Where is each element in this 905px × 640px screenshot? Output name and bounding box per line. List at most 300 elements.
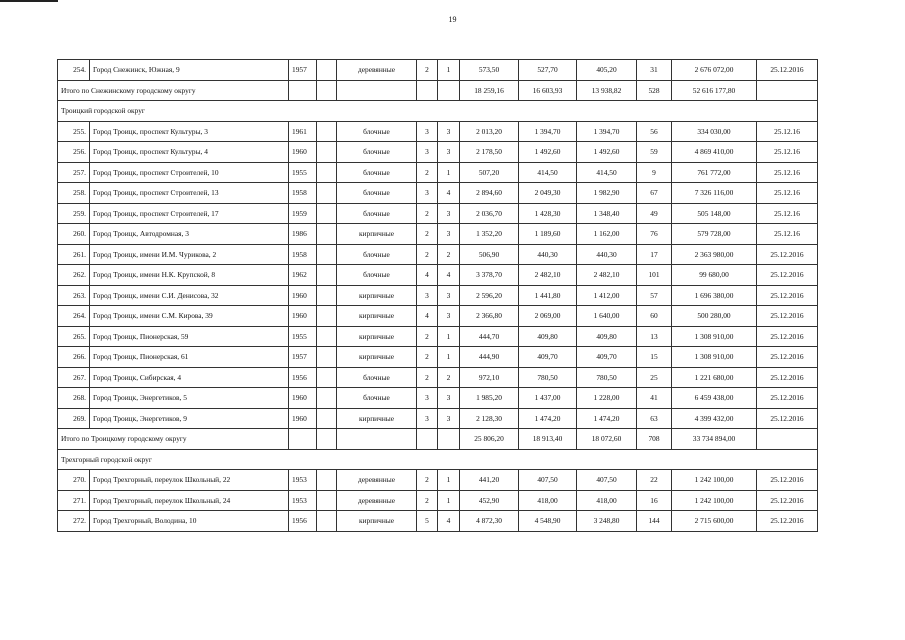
residential-area-cell: 1 492,60 <box>577 142 637 163</box>
cost-cell: 6 459 438,00 <box>672 388 757 409</box>
entrances-cell: 3 <box>438 388 460 409</box>
wall-material-cell: кирпичные <box>337 285 417 306</box>
row-number: 261. <box>58 244 90 265</box>
entrances-cell: 3 <box>438 408 460 429</box>
year-cell: 1960 <box>289 285 317 306</box>
wall-material-cell: блочные <box>337 388 417 409</box>
wall-material-cell: кирпичные <box>337 224 417 245</box>
storeys-cell: 3 <box>417 285 438 306</box>
blank-cell <box>317 388 337 409</box>
row-number: 254. <box>58 60 90 81</box>
year-cell: 1956 <box>289 367 317 388</box>
address-cell: Город Троицк, имени Н.К. Крупской, 8 <box>90 265 289 286</box>
address-cell: Город Троицк, имени С.И. Денисова, 32 <box>90 285 289 306</box>
storeys-cell: 2 <box>417 347 438 368</box>
storeys-cell: 2 <box>417 490 438 511</box>
table-row <box>58 142 818 163</box>
storeys-cell: 4 <box>417 265 438 286</box>
storeys-cell: 2 <box>417 162 438 183</box>
table-row <box>58 388 818 409</box>
row-number: 258. <box>58 183 90 204</box>
year-cell: 1960 <box>289 388 317 409</box>
table-row <box>58 490 818 511</box>
total-area-cell: 1 352,20 <box>460 224 519 245</box>
residential-area-cell: 407,50 <box>577 470 637 491</box>
wall-material-cell: блочные <box>337 162 417 183</box>
address-cell: Город Трехгорный, переулок Школьный, 24 <box>90 490 289 511</box>
total-area-cell: 1 985,20 <box>460 388 519 409</box>
residential-area-cell: 414,50 <box>577 162 637 183</box>
living-area-cell: 4 548,90 <box>519 511 577 532</box>
blank-cell <box>417 80 438 101</box>
table-row <box>58 306 818 327</box>
date-cell: 25.12.2016 <box>757 367 818 388</box>
cost-cell: 4 869 410,00 <box>672 142 757 163</box>
cost-cell: 2 363 980,00 <box>672 244 757 265</box>
entrances-cell: 1 <box>438 326 460 347</box>
storeys-cell: 3 <box>417 388 438 409</box>
total-area-cell: 2 013,20 <box>460 121 519 142</box>
section-title: Троицкий городской округ <box>58 101 818 122</box>
residents-cell: 144 <box>637 511 672 532</box>
residential-area-cell: 1 162,00 <box>577 224 637 245</box>
date-cell: 25.12.2016 <box>757 244 818 265</box>
cost-cell: 4 399 432,00 <box>672 408 757 429</box>
date-cell: 25.12.16 <box>757 162 818 183</box>
residents-cell: 528 <box>637 80 672 101</box>
wall-material-cell: блочные <box>337 367 417 388</box>
total-area-cell: 4 872,30 <box>460 511 519 532</box>
blank-cell <box>317 183 337 204</box>
address-cell: Город Троицк, Энергетиков, 5 <box>90 388 289 409</box>
living-area-cell: 2 482,10 <box>519 265 577 286</box>
wall-material-cell: блочные <box>337 203 417 224</box>
residents-cell: 67 <box>637 183 672 204</box>
wall-material-cell: кирпичные <box>337 347 417 368</box>
blank-cell <box>289 80 317 101</box>
residential-area-cell: 409,80 <box>577 326 637 347</box>
storeys-cell: 2 <box>417 326 438 347</box>
address-cell: Город Троицк, проспект Культуры, 3 <box>90 121 289 142</box>
residential-area-cell: 1 412,00 <box>577 285 637 306</box>
wall-material-cell: блочные <box>337 142 417 163</box>
table-row <box>58 285 818 306</box>
entrances-cell: 2 <box>438 244 460 265</box>
total-area-cell: 25 806,20 <box>460 429 519 450</box>
entrances-cell: 1 <box>438 347 460 368</box>
blank-cell <box>438 80 460 101</box>
living-area-cell: 1 474,20 <box>519 408 577 429</box>
wall-material-cell: блочные <box>337 244 417 265</box>
residential-area-cell: 409,70 <box>577 347 637 368</box>
date-cell: 25.12.16 <box>757 183 818 204</box>
table-row <box>58 347 818 368</box>
blank-cell <box>317 265 337 286</box>
living-area-cell: 1 492,60 <box>519 142 577 163</box>
blank-cell <box>317 203 337 224</box>
address-cell: Город Трехгорный, Володина, 10 <box>90 511 289 532</box>
entrances-cell: 3 <box>438 285 460 306</box>
year-cell: 1958 <box>289 244 317 265</box>
entrances-cell: 4 <box>438 265 460 286</box>
residential-area-cell: 13 938,82 <box>577 80 637 101</box>
date-cell: 25.12.2016 <box>757 60 818 81</box>
address-cell: Город Троицк, проспект Строителей, 10 <box>90 162 289 183</box>
row-number: 263. <box>58 285 90 306</box>
date-cell: 25.12.2016 <box>757 470 818 491</box>
year-cell: 1953 <box>289 490 317 511</box>
total-area-cell: 2 036,70 <box>460 203 519 224</box>
year-cell: 1956 <box>289 511 317 532</box>
entrances-cell: 3 <box>438 224 460 245</box>
living-area-cell: 2 049,30 <box>519 183 577 204</box>
address-cell: Город Снежинск, Южная, 9 <box>90 60 289 81</box>
storeys-cell: 2 <box>417 203 438 224</box>
row-number: 260. <box>58 224 90 245</box>
residents-cell: 22 <box>637 470 672 491</box>
row-number: 262. <box>58 265 90 286</box>
cost-cell: 500 280,00 <box>672 306 757 327</box>
residential-area-cell: 780,50 <box>577 367 637 388</box>
cost-cell: 2 676 072,00 <box>672 60 757 81</box>
cost-cell: 761 772,00 <box>672 162 757 183</box>
date-cell: 25.12.16 <box>757 203 818 224</box>
residents-cell: 9 <box>637 162 672 183</box>
address-cell: Город Трехгорный, переулок Школьный, 22 <box>90 470 289 491</box>
year-cell: 1957 <box>289 347 317 368</box>
row-number: 266. <box>58 347 90 368</box>
residential-area-cell: 1 474,20 <box>577 408 637 429</box>
living-area-cell: 1 437,00 <box>519 388 577 409</box>
blank-cell <box>289 429 317 450</box>
year-cell: 1961 <box>289 121 317 142</box>
storeys-cell: 5 <box>417 511 438 532</box>
total-area-cell: 2 894,60 <box>460 183 519 204</box>
storeys-cell: 2 <box>417 60 438 81</box>
blank-cell <box>317 326 337 347</box>
cost-cell: 7 326 116,00 <box>672 183 757 204</box>
address-cell: Город Троицк, Автодромная, 3 <box>90 224 289 245</box>
row-number: 272. <box>58 511 90 532</box>
table-row <box>58 183 818 204</box>
row-number: 267. <box>58 367 90 388</box>
year-cell: 1986 <box>289 224 317 245</box>
wall-material-cell: кирпичные <box>337 326 417 347</box>
living-area-cell: 16 603,93 <box>519 80 577 101</box>
entrances-cell: 1 <box>438 470 460 491</box>
residents-cell: 63 <box>637 408 672 429</box>
storeys-cell: 3 <box>417 408 438 429</box>
table-row <box>58 265 818 286</box>
section-header-row <box>58 101 818 122</box>
residential-area-cell: 405,20 <box>577 60 637 81</box>
total-area-cell: 452,90 <box>460 490 519 511</box>
table-row <box>58 326 818 347</box>
date-cell: 25.12.2016 <box>757 511 818 532</box>
storeys-cell: 3 <box>417 183 438 204</box>
section-title: Трехгорный городской округ <box>58 449 818 470</box>
row-number: 265. <box>58 326 90 347</box>
residents-cell: 25 <box>637 367 672 388</box>
year-cell: 1953 <box>289 470 317 491</box>
living-area-cell: 440,30 <box>519 244 577 265</box>
date-cell: 25.12.2016 <box>757 306 818 327</box>
wall-material-cell: кирпичные <box>337 306 417 327</box>
address-cell: Город Троицк, имени И.М. Чурикова, 2 <box>90 244 289 265</box>
residential-area-cell: 1 982,90 <box>577 183 637 204</box>
housing-registry-table <box>57 59 818 532</box>
living-area-cell: 1 441,80 <box>519 285 577 306</box>
row-number: 268. <box>58 388 90 409</box>
year-cell: 1958 <box>289 183 317 204</box>
residents-cell: 16 <box>637 490 672 511</box>
table-row <box>58 244 818 265</box>
address-cell: Город Троицк, Сибирская, 4 <box>90 367 289 388</box>
blank-cell <box>438 429 460 450</box>
blank-cell <box>317 80 337 101</box>
total-area-cell: 18 259,16 <box>460 80 519 101</box>
cost-cell: 334 030,00 <box>672 121 757 142</box>
residential-area-cell: 1 394,70 <box>577 121 637 142</box>
row-number: 271. <box>58 490 90 511</box>
year-cell: 1955 <box>289 326 317 347</box>
total-area-cell: 444,70 <box>460 326 519 347</box>
cost-cell: 579 728,00 <box>672 224 757 245</box>
blank-cell <box>317 244 337 265</box>
residential-area-cell: 1 640,00 <box>577 306 637 327</box>
wall-material-cell: кирпичные <box>337 408 417 429</box>
year-cell: 1960 <box>289 306 317 327</box>
row-number: 259. <box>58 203 90 224</box>
year-cell: 1959 <box>289 203 317 224</box>
year-cell: 1960 <box>289 408 317 429</box>
top-rule <box>0 0 58 2</box>
residents-cell: 60 <box>637 306 672 327</box>
residents-cell: 13 <box>637 326 672 347</box>
residents-cell: 708 <box>637 429 672 450</box>
storeys-cell: 4 <box>417 306 438 327</box>
residents-cell: 101 <box>637 265 672 286</box>
blank-cell <box>317 162 337 183</box>
section-header-row <box>58 449 818 470</box>
living-area-cell: 2 069,00 <box>519 306 577 327</box>
residential-area-cell: 1 228,00 <box>577 388 637 409</box>
residents-cell: 31 <box>637 60 672 81</box>
blank-cell <box>337 429 417 450</box>
row-number: 264. <box>58 306 90 327</box>
residential-area-cell: 418,00 <box>577 490 637 511</box>
living-area-cell: 18 913,40 <box>519 429 577 450</box>
living-area-cell: 1 394,70 <box>519 121 577 142</box>
storeys-cell: 3 <box>417 142 438 163</box>
residential-area-cell: 18 072,60 <box>577 429 637 450</box>
entrances-cell: 4 <box>438 511 460 532</box>
residential-area-cell: 1 348,40 <box>577 203 637 224</box>
year-cell: 1955 <box>289 162 317 183</box>
wall-material-cell: деревянные <box>337 490 417 511</box>
blank-cell <box>337 80 417 101</box>
table-row <box>58 511 818 532</box>
page-number: 19 <box>448 15 457 24</box>
residential-area-cell: 3 248,80 <box>577 511 637 532</box>
row-number: 256. <box>58 142 90 163</box>
storeys-cell: 2 <box>417 367 438 388</box>
blank-cell <box>417 429 438 450</box>
blank-cell <box>317 429 337 450</box>
table-row <box>58 470 818 491</box>
entrances-cell: 3 <box>438 142 460 163</box>
wall-material-cell: блочные <box>337 121 417 142</box>
row-number: 255. <box>58 121 90 142</box>
total-area-cell: 444,90 <box>460 347 519 368</box>
date-cell: 25.12.2016 <box>757 408 818 429</box>
entrances-cell: 3 <box>438 121 460 142</box>
wall-material-cell: кирпичные <box>337 511 417 532</box>
residents-cell: 56 <box>637 121 672 142</box>
date-cell: 25.12.2016 <box>757 326 818 347</box>
subtotal-row <box>58 429 818 450</box>
subtotal-label: Итого по Снежинскому городскому округу <box>58 80 289 101</box>
residents-cell: 17 <box>637 244 672 265</box>
total-area-cell: 2 596,20 <box>460 285 519 306</box>
table-row <box>58 60 818 81</box>
table-row <box>58 224 818 245</box>
total-area-cell: 2 128,30 <box>460 408 519 429</box>
date-cell: 25.12.16 <box>757 142 818 163</box>
total-area-cell: 441,20 <box>460 470 519 491</box>
date-cell: 25.12.16 <box>757 121 818 142</box>
row-number: 270. <box>58 470 90 491</box>
subtotal-row <box>58 80 818 101</box>
table-row <box>58 121 818 142</box>
entrances-cell: 1 <box>438 490 460 511</box>
storeys-cell: 2 <box>417 470 438 491</box>
living-area-cell: 414,50 <box>519 162 577 183</box>
blank-cell <box>317 408 337 429</box>
table-row <box>58 367 818 388</box>
living-area-cell: 780,50 <box>519 367 577 388</box>
cost-cell: 1 308 910,00 <box>672 326 757 347</box>
year-cell: 1962 <box>289 265 317 286</box>
row-number: 269. <box>58 408 90 429</box>
storeys-cell: 3 <box>417 121 438 142</box>
total-area-cell: 506,90 <box>460 244 519 265</box>
address-cell: Город Троицк, проспект Строителей, 17 <box>90 203 289 224</box>
date-cell <box>757 429 818 450</box>
residents-cell: 76 <box>637 224 672 245</box>
blank-cell <box>317 511 337 532</box>
blank-cell <box>317 142 337 163</box>
living-area-cell: 409,80 <box>519 326 577 347</box>
cost-cell: 1 242 100,00 <box>672 490 757 511</box>
address-cell: Город Троицк, Пионерская, 59 <box>90 326 289 347</box>
wall-material-cell: блочные <box>337 183 417 204</box>
entrances-cell: 3 <box>438 306 460 327</box>
total-area-cell: 573,50 <box>460 60 519 81</box>
blank-cell <box>317 285 337 306</box>
blank-cell <box>317 347 337 368</box>
subtotal-label: Итого по Троицкому городскому округу <box>58 429 289 450</box>
date-cell: 25.12.16 <box>757 224 818 245</box>
total-area-cell: 2 366,80 <box>460 306 519 327</box>
residential-area-cell: 440,30 <box>577 244 637 265</box>
address-cell: Город Троицк, Энергетиков, 9 <box>90 408 289 429</box>
entrances-cell: 2 <box>438 367 460 388</box>
cost-cell: 1 696 380,00 <box>672 285 757 306</box>
living-area-cell: 1 428,30 <box>519 203 577 224</box>
blank-cell <box>317 224 337 245</box>
cost-cell: 2 715 600,00 <box>672 511 757 532</box>
living-area-cell: 1 189,60 <box>519 224 577 245</box>
date-cell: 25.12.2016 <box>757 265 818 286</box>
storeys-cell: 2 <box>417 244 438 265</box>
entrances-cell: 3 <box>438 203 460 224</box>
date-cell: 25.12.2016 <box>757 388 818 409</box>
date-cell <box>757 80 818 101</box>
residents-cell: 41 <box>637 388 672 409</box>
address-cell: Город Троицк, проспект Строителей, 13 <box>90 183 289 204</box>
date-cell: 25.12.2016 <box>757 347 818 368</box>
storeys-cell: 2 <box>417 224 438 245</box>
residents-cell: 49 <box>637 203 672 224</box>
total-area-cell: 507,20 <box>460 162 519 183</box>
living-area-cell: 418,00 <box>519 490 577 511</box>
entrances-cell: 1 <box>438 162 460 183</box>
wall-material-cell: деревянные <box>337 470 417 491</box>
total-area-cell: 3 378,70 <box>460 265 519 286</box>
blank-cell <box>317 367 337 388</box>
entrances-cell: 1 <box>438 60 460 81</box>
cost-cell: 1 308 910,00 <box>672 347 757 368</box>
blank-cell <box>317 121 337 142</box>
cost-cell: 1 242 100,00 <box>672 470 757 491</box>
address-cell: Город Троицк, Пионерская, 61 <box>90 347 289 368</box>
blank-cell <box>317 306 337 327</box>
living-area-cell: 407,50 <box>519 470 577 491</box>
residential-area-cell: 2 482,10 <box>577 265 637 286</box>
date-cell: 25.12.2016 <box>757 285 818 306</box>
living-area-cell: 409,70 <box>519 347 577 368</box>
residents-cell: 15 <box>637 347 672 368</box>
residents-cell: 57 <box>637 285 672 306</box>
table-row <box>58 203 818 224</box>
cost-cell: 99 680,00 <box>672 265 757 286</box>
table-body <box>58 60 818 532</box>
blank-cell <box>317 470 337 491</box>
cost-cell: 52 616 177,80 <box>672 80 757 101</box>
cost-cell: 1 221 680,00 <box>672 367 757 388</box>
row-number: 257. <box>58 162 90 183</box>
entrances-cell: 4 <box>438 183 460 204</box>
wall-material-cell: деревянные <box>337 60 417 81</box>
cost-cell: 33 734 894,00 <box>672 429 757 450</box>
table-row <box>58 162 818 183</box>
address-cell: Город Троицк, проспект Культуры, 4 <box>90 142 289 163</box>
blank-cell <box>317 60 337 81</box>
year-cell: 1960 <box>289 142 317 163</box>
living-area-cell: 527,70 <box>519 60 577 81</box>
table-row <box>58 408 818 429</box>
address-cell: Город Троицк, имени С.М. Кирова, 39 <box>90 306 289 327</box>
blank-cell <box>317 490 337 511</box>
date-cell: 25.12.2016 <box>757 490 818 511</box>
residents-cell: 59 <box>637 142 672 163</box>
total-area-cell: 2 178,50 <box>460 142 519 163</box>
wall-material-cell: блочные <box>337 265 417 286</box>
year-cell: 1957 <box>289 60 317 81</box>
total-area-cell: 972,10 <box>460 367 519 388</box>
cost-cell: 505 148,00 <box>672 203 757 224</box>
